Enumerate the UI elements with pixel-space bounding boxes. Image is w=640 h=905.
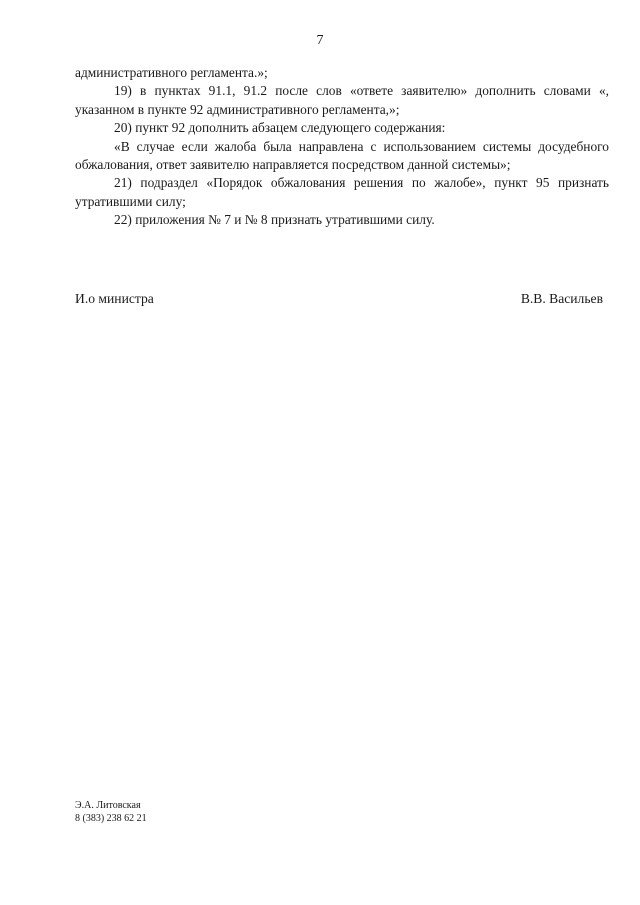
paragraph-item-21: 21) подраздел «Порядок обжалования решения по жалобе», пункт 95 признать утратившими силу; [75, 175, 609, 209]
executor-name: Э.А. Литовская [75, 800, 141, 811]
paragraph-item-22: 22) приложения № 7 и № 8 признать утратившими силу. [114, 212, 435, 228]
executor-phone: 8 (383) 238 62 21 [75, 812, 147, 824]
paragraph-quoted-addition: «В случае если жалоба была направлена с использованием системы досудебного обжалования, ответ заявителю направляется посредством данной системы»; [75, 138, 609, 173]
signatory-role: И.о министра [75, 291, 154, 306]
paragraph-item-19: 19) в пунктах 91.1, 91.2 после слов «ответе заявителю» дополнить словами «, указанном в пункте 92 административного регламента,»; [75, 83, 609, 117]
paragraph-continuation: административного регламента.»; [75, 65, 268, 80]
page-number: 7 [316, 33, 324, 48]
document-body [75, 64, 609, 230]
signatory-name: В.В. Васильев [520, 291, 603, 306]
paragraph-item-20: 20) пункт 92 дополнить абзацем следующего содержания: [114, 120, 446, 136]
executor-footer [75, 800, 147, 825]
